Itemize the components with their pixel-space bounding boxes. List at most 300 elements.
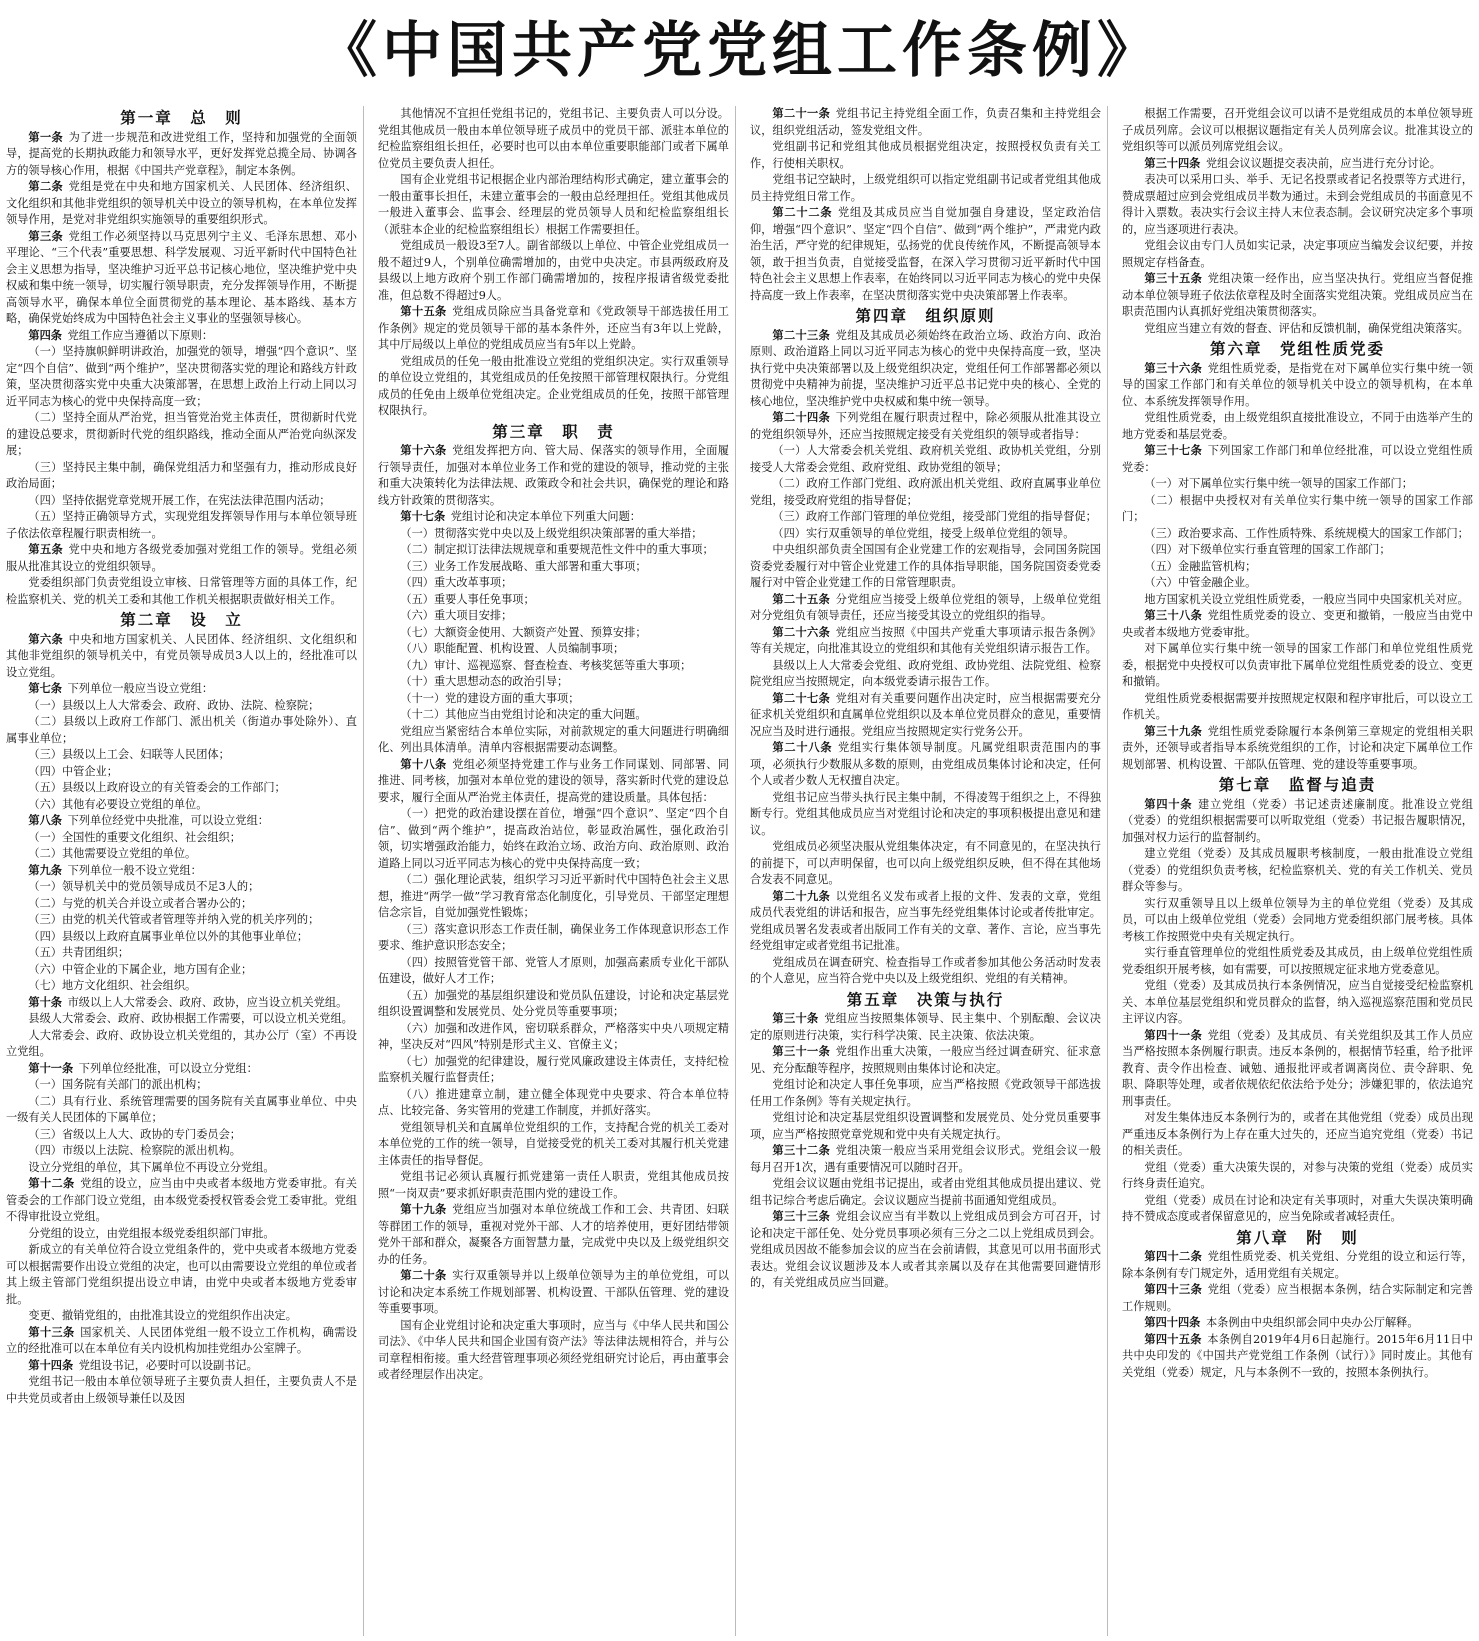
article-paragraph — [6, 1242, 357, 1308]
article-number: 第九条 — [28, 863, 62, 877]
article-number: 第四条 — [28, 328, 62, 342]
article-paragraph — [6, 896, 357, 913]
article-text: 党组应当建立有效的督查、评估和反馈机制，确保党组决策落实。 — [1144, 321, 1469, 335]
article-text: 实行双重领导且以上级单位领导为主的单位党组（党委）及其成员，可以由上级单位党组（党委）会同地方党委组织部门展考核。具体考核工作按照党中央有关规定执行。 — [1122, 896, 1473, 943]
article-paragraph — [6, 962, 357, 979]
article-number: 第四十条 — [1144, 797, 1193, 811]
article-text: 党组必须坚持党建工作与业务工作同谋划、同部署、同推进、同考核，加强对本单位党的建设的领导，落实新时代党的建设总要求，履行全面从严治党主体责任，提高党的建设质量。具体包括： — [378, 757, 729, 804]
article-text: （一）国务院有关部门的派出机构； — [28, 1078, 208, 1091]
article-paragraph — [6, 1160, 357, 1177]
article-paragraph — [6, 575, 357, 608]
article-text: 党组应当按照集体领导、民主集中、个别酝酿、会议决定的原则进行决策，实行科学决策、民主决策、依法决策。 — [750, 1012, 1101, 1042]
article-paragraph — [750, 1176, 1101, 1209]
article-paragraph — [378, 922, 729, 955]
chapter-heading: 第三章 职 责 — [492, 422, 615, 441]
article-paragraph — [1122, 156, 1473, 173]
article-paragraph — [6, 945, 357, 962]
article-number: 第一条 — [28, 130, 64, 144]
article-text: 中央和地方国家机关、人民团体、经济组织、文化组织和其他非党组织的领导机关中，有党员领导成员3人以上的，经批准可以设立党组。 — [6, 632, 357, 679]
article-text: （六）中管企业的下属企业，地方国有企业； — [28, 962, 253, 976]
article-text: （三）县级以上工会、妇联等人民团体； — [28, 748, 230, 761]
article-text: 变更、撤销党组的，由批准其设立的党组织作出决定。 — [28, 1309, 297, 1322]
article-text: 党组决策一经作出，应当坚决执行。党组应当督促推动本单位领导班子依法依章程及时全面落实党组决策。党组成员应当在职责范围内认真抓好党组决策贯彻落实。 — [1122, 272, 1473, 318]
article-text: 县级以上人大常委会党组、政府党组、政协党组、法院党组、检察院党组应当按照规定，向本级党委请示报告工作。 — [750, 658, 1101, 688]
article-paragraph — [6, 1127, 357, 1144]
article-text: 分党组的设立，由党组报本级党委组织部门审批。 — [28, 1226, 275, 1240]
article-number: 第二十二条 — [772, 206, 833, 219]
article-text: 党组是党在中央和地方国家机关、人民团体、经济组织、文化组织和其他非党组织的领导机关中设立的领导机构，在本单位发挥领导作用，是党对非党组织实施领导的重要组织形式。 — [6, 180, 357, 226]
article-text: 党组副书记和党组其他成员根据党组决定，按照授权负责有关工作，行使相关职权。 — [750, 140, 1101, 170]
article-paragraph — [1122, 641, 1473, 691]
article-text: 对发生集体违反本条例行为的，或者在其他党组（党委）成员出现严重违反本条例行为上存在重大过失的，还应当追究党组（党委）书记的相关责任。 — [1122, 1111, 1473, 1157]
article-paragraph — [1122, 1028, 1473, 1111]
article-paragraph — [1122, 945, 1473, 978]
article-paragraph — [378, 106, 729, 172]
article-text: 实行双重领导并以上级单位领导为主的单位党组，可以讨论和决定本系统工作规划部署、机构设置、干部队伍管理、党的建设等重要事项。 — [378, 1269, 729, 1315]
article-paragraph — [750, 955, 1101, 988]
article-paragraph — [750, 106, 1101, 139]
article-number: 第四十五条 — [1144, 1332, 1202, 1346]
article-paragraph — [378, 354, 729, 420]
article-text: 党组性质党委，由上级党组织直接批准设立，不同于由选举产生的地方党委和基层党委。 — [1122, 411, 1473, 441]
article-paragraph — [750, 1077, 1101, 1110]
article-number: 第三十七条 — [1144, 444, 1203, 457]
article-paragraph — [6, 179, 357, 229]
article-paragraph — [1122, 1110, 1473, 1160]
article-paragraph — [6, 410, 357, 460]
article-paragraph — [378, 542, 729, 559]
article-text: 建立党组（党委）书记述责述廉制度。批准设立党组（党委）的党组织根据需要可以听取党组（党委）书记报告履职情况，加强对权力运行的监督制约。 — [1122, 797, 1473, 844]
article-paragraph — [6, 328, 357, 345]
article-paragraph — [750, 691, 1101, 741]
article-text: 党组及其成员必须始终在政治立场、政治方向、政治原则、政治道路上同以习近平同志为核心的党中央保持高度一致，坚决执行党中央决策部署以及上级党组织决定，党组任何工作部署都必须以贯彻党中央精神为前提，坚决维护习近平总书记党中央的核心、全党的核心地位，坚决维护党中央权威和集中统一领导。 — [750, 328, 1101, 408]
article-paragraph — [1122, 1332, 1473, 1382]
article-text: （六）重大项目安排； — [400, 609, 513, 622]
article-text: （三）政治要求高、工作性质特殊、系统规模大的国家工作部门； — [1144, 526, 1469, 540]
article-number: 第二条 — [28, 180, 64, 193]
text-column-3 — [750, 106, 1108, 1636]
article-text: 党组（党委）重大决策失误的，对参与决策的党组（党委）成员实行终身责任追究。 — [1122, 1160, 1473, 1190]
article-text: （六）加强和改进作风，密切联系群众，严格落实中央八项规定精神，坚决反对“四风”特别是形式主义、官僚主义； — [378, 1021, 729, 1051]
article-number: 第三十一条 — [772, 1045, 831, 1058]
article-paragraph — [1122, 1249, 1473, 1282]
article-number: 第二十六条 — [772, 625, 831, 639]
article-paragraph — [1122, 493, 1473, 526]
article-text: 党组应当紧密结合本单位实际，对前款规定的重大问题进行明确细化、列出具体清单。清单内容根据需要动态调整。 — [378, 724, 729, 754]
article-paragraph — [6, 460, 357, 493]
article-paragraph — [750, 1209, 1101, 1292]
article-paragraph — [1122, 797, 1473, 847]
article-text: 国有企业党组讨论和决定重大事项时，应当与《中华人民共和国公司法》、《中华人民共和国企业国有资产法》等法律法规相符合，并与公司章程相衔接。重大经营管理事项必须经党组研究讨论后，再由董事会或者经理层作出决定。 — [378, 1318, 729, 1381]
article-paragraph — [378, 1169, 729, 1202]
article-text: （二）具有行业、系统管理需要的国务院有关直属事业单位、中央一级有关人民团体的下属单位； — [6, 1094, 357, 1124]
article-paragraph — [6, 1077, 357, 1094]
article-number: 第十五条 — [400, 305, 447, 318]
article-paragraph — [1122, 896, 1473, 946]
article-paragraph — [1122, 846, 1473, 896]
article-number: 第十八条 — [400, 757, 447, 771]
article-text: （七）大额资金使用、大额资产处置、预算安排； — [400, 625, 647, 639]
article-text: 中央组织部负责全国国有企业党建工作的宏观指导，会同国务院国资委党委履行对中管企业党建工作的具体指导职能，国务院国资委党委履行对中管企业党建工作的日常管理职责。 — [750, 543, 1101, 589]
article-text: 党组讨论和决定基层党组织设置调整和发展党员、处分党员重要事项，应当严格按照党章党规和党中央有关规定执行。 — [750, 1111, 1101, 1141]
article-paragraph — [750, 839, 1101, 889]
article-paragraph — [378, 707, 729, 724]
article-paragraph — [6, 1358, 357, 1375]
article-paragraph — [6, 747, 357, 764]
article-paragraph — [378, 172, 729, 238]
chapter-heading: 第六章 党组性质党委 — [1209, 340, 1385, 358]
article-paragraph — [1122, 106, 1473, 156]
article-text: （五）坚持正确领导方式，实现党组发挥领导作用与本单位领导班子依法依章程履行职责相统一。 — [6, 510, 357, 540]
article-text: （三）由党的机关代管或者管理等并纳入党的机关序列的； — [28, 913, 320, 926]
article-number: 第十七条 — [400, 510, 446, 523]
article-paragraph — [378, 757, 729, 807]
article-text: （四）按照管党管干部、党管人才原则，加强高素质专业化干部队伍建设，做好人才工作； — [378, 955, 729, 985]
article-text: 建立党组（党委）及其成员履职考核制度，一般由批准设立党组（党委）的党组织负责考核，纪检监察机关、党的有关工作机关、党员群众等参与。 — [1122, 847, 1473, 893]
article-paragraph — [1122, 410, 1473, 443]
article-text: 市级以上人大常委会、政府、政协，应当设立机关党组。 — [67, 995, 348, 1009]
article-number: 第三十九条 — [1144, 724, 1203, 738]
article-paragraph — [378, 575, 729, 592]
article-paragraph — [378, 674, 729, 691]
article-paragraph — [750, 889, 1101, 955]
article-paragraph — [378, 1318, 729, 1384]
article-paragraph — [750, 1110, 1101, 1143]
article-paragraph — [378, 1268, 729, 1318]
article-paragraph — [1122, 526, 1473, 543]
article-number: 第六条 — [28, 632, 64, 646]
article-paragraph — [378, 1021, 729, 1054]
article-paragraph — [378, 988, 729, 1021]
article-paragraph — [750, 205, 1101, 304]
article-paragraph — [6, 879, 357, 896]
article-text: 设立分党组的单位，其下属单位不再设立分党组。 — [28, 1160, 275, 1174]
article-paragraph — [6, 846, 357, 863]
article-text: 其他情况不宜担任党组书记的，党组书记、主要负责人可以分设。党组其他成员一般由本单位领导班子成员中的党员干部、派驻本单位的纪检监察组组长担任，必要时也可以由本单位重要职能部门或者下属单位党员主要负责人担任。 — [378, 107, 729, 170]
article-text: 地方国家机关设立党组性质党委，一般应当同中央国家机关对应。 — [1144, 592, 1469, 606]
article-text: 下列国家工作部门和单位经批准，可以设立党组性质党委： — [1122, 444, 1473, 474]
article-text: 党组讨论和决定本单位下列重大问题： — [450, 510, 641, 523]
article-number: 第二十三条 — [772, 328, 831, 342]
article-text: 党组性质党委、机关党组、分党组的设立和运行等，除本条例有专门规定外，适用党组有关规定。 — [1122, 1250, 1473, 1280]
article-text: （六）中管金融企业。 — [1144, 576, 1257, 589]
article-number: 第四十一条 — [1144, 1028, 1203, 1042]
article-number: 第三十三条 — [772, 1210, 831, 1223]
article-paragraph — [6, 863, 357, 880]
article-text: 根据工作需要，召开党组会议可以请不是党组成员的本单位领导班子成员列席。会议可以根据议题指定有关人员列席会议。批准其设立的党组织等可以派员列席党组会议。 — [1122, 107, 1473, 153]
article-number: 第三十二条 — [772, 1144, 831, 1157]
article-number: 第二十四条 — [772, 411, 831, 424]
article-number: 第十条 — [28, 995, 62, 1009]
article-text: 党组成员的任免一般由批准设立党组的党组织决定。实行双重领导的单位设立党组的，其党组成员的任免按照干部管理权限执行。分党组成员的任免由上级单位党组决定。企业党组成员的任免，按照干部管理权限执行。 — [378, 354, 729, 417]
article-text: 县级人大常委会、政府、政协根据工作需要，可以设立机关党组。 — [28, 1012, 353, 1025]
chapter-heading: 第八章 附 则 — [1236, 1228, 1359, 1247]
article-text: 下列党组在履行职责过程中，除必须服从批准其设立的党组织领导外，还应当按照规定接受有关党组织的领导或者指导： — [750, 411, 1101, 441]
article-text: （二）与党的机关合并设立或者合署办公的； — [28, 896, 253, 910]
article-text: （四）县级以上政府直属事业单位以外的其他事业单位； — [28, 929, 309, 943]
article-text: 党组成员在调查研究、检查指导工作或者参加其他公务活动时发表的个人意见，应当符合党中央以及上级党组织、党组的有关精神。 — [750, 955, 1101, 985]
article-paragraph — [6, 130, 357, 180]
article-text: 党组应当按照《中国共产党重大事项请示报告条例》等有关规定，向批准其设立的党组织和其他有关党组织请示报告工作。 — [750, 625, 1101, 655]
article-text: （三）省级以上人大、政协的专门委员会； — [28, 1127, 241, 1141]
article-paragraph — [6, 764, 357, 781]
article-number: 第四十二条 — [1144, 1250, 1203, 1263]
article-paragraph — [6, 830, 357, 847]
article-paragraph — [750, 139, 1101, 172]
article-text: 党组会议应当有半数以上党组成员到会方可召开，讨论和决定干部任免、处分党员事项必须有三分之二以上党组成员到会。党组成员因故不能参加会议的应当在会前请假，其意见可以用书面形式表达。党组会议议题涉及本人或者其亲属以及存在其他需要回避情形的，有关党组成员应当回避。 — [750, 1210, 1101, 1289]
article-text: 下列单位一般不设立党组： — [67, 863, 202, 877]
article-number: 第四十三条 — [1144, 1283, 1203, 1296]
article-paragraph — [1122, 724, 1473, 774]
article-paragraph — [6, 1094, 357, 1127]
article-paragraph — [378, 955, 729, 988]
article-paragraph — [378, 608, 729, 625]
article-paragraph — [6, 1011, 357, 1028]
article-text: 党组发挥把方向、管大局、保落实的领导作用，全面履行领导责任，加强对本单位业务工作和党的建设的领导，推动党的主张和重大决策转化为法律法规、政策政令和社会共识，确保党的理论和路线方针政策的贯彻落实。 — [378, 444, 729, 507]
article-text: 党组性质党委除履行本条例第三章规定的党组相关职责外，还领导或者指导本系统党组织的工作，讨论和决定下属单位工作规划部署、机构设置、干部队伍管理、党的建设等重要事项。 — [1122, 724, 1473, 771]
article-text: 党组实行集体领导制度。凡属党组职责范围内的事项，必须执行少数服从多数的原则，由党组成员集体讨论和决定，任何个人或者少数人无权擅自决定。 — [750, 741, 1101, 787]
article-paragraph — [378, 238, 729, 304]
article-number: 第五条 — [28, 543, 64, 556]
article-text: （四）中管企业； — [28, 764, 118, 778]
article-paragraph — [378, 1054, 729, 1087]
article-text: 为了进一步规范和改进党组工作，坚持和加强党的全面领导，提高党的长期执政能力和领导水平，更好发挥党总揽全局、协调各方的领导核心作用，根据《中国共产党章程》，制定本条例。 — [6, 130, 357, 177]
article-number: 第二十条 — [400, 1269, 447, 1282]
article-text: 国有企业党组书记根据企业内部治理结构形式确定，建立董事会的一般由董事长担任，未建立董事会的一般由总经理担任。党组其他成员一般进入董事会、监事会、经理层的党员领导人员和纪检监察组组长（派驻本企业的纪检监察组组长）根据工作需要担任。 — [378, 173, 729, 236]
article-paragraph — [750, 328, 1101, 411]
article-paragraph — [6, 493, 357, 510]
article-paragraph — [750, 1011, 1101, 1044]
article-paragraph — [6, 1143, 357, 1160]
article-text: 本条例自2019年4月6日起施行。2015年6月11日中共中央印发的《中国共产党党组工作条例（试行）》同时废止。其他有关党组（党委）规定，凡与本条例不一致的，按照本条例执行。 — [1122, 1332, 1473, 1379]
text-column-4 — [1122, 106, 1473, 1636]
article-text: （三）落实意识形态工作责任制，确保业务工作体现意识形态工作要求、维护意识形态安全； — [378, 922, 729, 952]
article-paragraph — [1122, 691, 1473, 724]
article-text: （一）对下属单位实行集中统一领导的国家工作部门； — [1144, 477, 1413, 490]
article-paragraph — [6, 1176, 357, 1226]
article-body — [6, 106, 1473, 1636]
article-text: （八）职能配置、机构设置、人员编制事项； — [400, 642, 625, 655]
text-column-1 — [6, 106, 364, 1636]
article-text: （四）实行双重领导的单位党组，接受上级单位党组的领导。 — [772, 526, 1075, 540]
article-paragraph — [378, 641, 729, 658]
article-paragraph — [750, 526, 1101, 543]
article-paragraph — [6, 1028, 357, 1061]
article-paragraph — [1122, 1315, 1473, 1332]
article-text: （五）金融监管机构； — [1144, 559, 1257, 573]
article-paragraph — [750, 410, 1101, 443]
article-text: （六）其他有必要设立党组的单位。 — [28, 797, 208, 811]
article-paragraph — [1122, 238, 1473, 271]
article-paragraph — [6, 978, 357, 995]
article-text: 党组性质党委的设立、变更和撤销，一般应当由党中央或者本级地方党委审批。 — [1122, 609, 1473, 639]
article-number: 第十六条 — [400, 444, 447, 457]
article-number: 第三条 — [28, 229, 64, 243]
article-text: （二）其他需要设立党组的单位。 — [28, 847, 197, 860]
page-title: 《中国共产党党组工作条例》 — [317, 16, 1162, 86]
article-number: 第十一条 — [28, 1061, 74, 1075]
article-text: 党组成员一般设3至7人。副省部级以上单位、中管企业党组成员一般不超过9人，个别单位确需增加的，由党中央决定。市县两级政府及县级以上地方政府个别工作部门确需增加的，按程序报请省级党委批准，但总数不得超过9人。 — [378, 239, 729, 302]
article-text: 下列单位经党中央批准，可以设立党组： — [67, 814, 269, 827]
article-text: （四）市级以上法院、检察院的派出机构。 — [28, 1144, 241, 1157]
article-text: （五）县级以上政府设立的有关管委会的工作部门； — [28, 781, 286, 794]
article-text: 党组书记一般由本单位领导班子主要负责人担任，主要负责人不是中共党员或者由上级领导兼任以及因 — [6, 1375, 357, 1405]
article-text: （一）人大常委会机关党组、政府机关党组、政协机关党组，分别接受人大常委会党组、政府党组、政协党组的领导； — [750, 444, 1101, 474]
article-text: 党组性质党委根据需要并按照规定权限和程序审批后，可以设立工作机关。 — [1122, 691, 1473, 721]
article-paragraph — [750, 1143, 1101, 1176]
article-paragraph — [1122, 361, 1473, 411]
article-paragraph — [1122, 172, 1473, 238]
article-text: 党组作出重大决策，一般应当经过调查研究、征求意见、充分酝酿等程序，按照规则由集体讨论和决定。 — [750, 1045, 1101, 1075]
article-text: 党组工作应当遵循以下原则： — [67, 328, 214, 342]
article-number: 第三十六条 — [1144, 361, 1203, 375]
article-paragraph — [378, 1202, 729, 1268]
article-paragraph — [1122, 271, 1473, 321]
article-paragraph — [750, 476, 1101, 509]
article-paragraph — [6, 698, 357, 715]
article-text: （四）对下级单位实行垂直管理的国家工作部门； — [1144, 543, 1391, 556]
article-paragraph — [1122, 592, 1473, 609]
article-paragraph — [378, 304, 729, 354]
article-paragraph — [6, 542, 357, 575]
article-text: 党组会议由专门人员如实记录，决定事项应当编发会议纪要，并按照规定存档备查。 — [1122, 239, 1473, 269]
article-paragraph — [1122, 542, 1473, 559]
article-paragraph — [750, 790, 1101, 840]
article-text: （二）强化理论武装，组织学习习近平新时代中国特色社会主义思想，推进“两学一做”学习教育常态化制度化，引导党员、干部坚定理想信念宗旨，自觉加强党性锻炼； — [378, 873, 729, 919]
article-text: 党中央和地方各级党委加强对党组工作的领导。党组必须服从批准其设立的党组织领导。 — [6, 543, 357, 573]
article-text: （一）领导机关中的党员领导成员不足3人的； — [28, 880, 260, 893]
article-text: 党组书记主持党组全面工作，负责召集和主持党组会议，组织党组活动，签发党组文件。 — [750, 107, 1101, 137]
article-paragraph — [750, 1044, 1101, 1077]
chapter-heading: 第七章 监督与追责 — [1218, 776, 1377, 794]
article-paragraph — [750, 625, 1101, 658]
article-number: 第三十五条 — [1144, 272, 1203, 285]
article-text: 党组会议议题由党组书记提出，或者由党组其他成员提出建议、党组书记综合考虑后确定。会议议题应当提前书面通知党组成员。 — [750, 1177, 1101, 1207]
article-text: 党组（党委）及其成员、有关党组织及其工作人员应当严格按照本条例履行职责。违反本条例的，根据情节轻重，给予批评教育、责令作出检查、诫勉、通报批评或者调离岗位、责令辞职、免职、降职等处理，或者依规依纪依法给予处分；涉嫌犯罪的，依法追究刑事责任。 — [1122, 1028, 1473, 1108]
chapter-heading: 第一章 总 则 — [120, 109, 243, 127]
article-text: （七）地方文化组织、社会组织。 — [28, 979, 197, 992]
article-paragraph — [750, 658, 1101, 691]
chapter-heading: 第四章 组织原则 — [855, 307, 996, 325]
article-paragraph — [1122, 978, 1473, 1028]
article-number: 第二十七条 — [772, 691, 831, 705]
article-text: （一）贯彻落实党中央以及上级党组织决策部署的重大举措； — [400, 526, 703, 540]
article-text: （一）县级以上人大常委会、政府、政协、法院、检察院； — [28, 698, 320, 712]
article-paragraph — [378, 691, 729, 708]
article-paragraph — [750, 592, 1101, 625]
article-paragraph — [378, 592, 729, 609]
article-paragraph — [378, 443, 729, 509]
article-paragraph — [378, 872, 729, 922]
article-paragraph — [378, 625, 729, 642]
article-paragraph — [1122, 559, 1473, 576]
article-paragraph — [378, 526, 729, 543]
article-text: 人大常委会、政府、政协设立机关党组的，其办公厅（室）不再设立党组。 — [6, 1028, 357, 1058]
article-text: （一）坚持旗帜鲜明讲政治，加强党的领导，增强“四个意识”、坚定“四个自信”、做到“两个维护”，坚决贯彻落实党的理论和路线方针政策，坚决贯彻落实党中央重大决策部署，在思想上政治上行动上同以习近平同志为核心的党中央保持高度一致； — [6, 345, 357, 408]
article-text: （一）把党的政治建设摆在首位，增强“四个意识”、坚定“四个自信”、做到“两个维护”，提高政治站位，彰显政治属性，强化政治引领，切实增强政治能力，始终在政治立场、政治方向、政治原则、政治道路上同以习近平同志为核心的党中央保持高度一致； — [378, 807, 729, 870]
article-paragraph — [750, 740, 1101, 790]
article-paragraph — [378, 724, 729, 757]
article-paragraph — [6, 714, 357, 747]
article-text: （八）推进建章立制，建立健全体现党中央要求、符合本单位特点、比较完备、务实管用的党建工作制度，并抓好落实。 — [378, 1087, 729, 1117]
article-text: 党组（党委）及其成员执行本条例情况，应当自觉接受纪检监察机关、本单位基层党组织和党员群众的监督，纳入巡视巡察范围和党员民主评议内容。 — [1122, 979, 1473, 1025]
article-paragraph — [6, 797, 357, 814]
article-number: 第四十四条 — [1144, 1316, 1201, 1329]
article-number: 第二十八条 — [772, 741, 833, 754]
article-paragraph — [6, 509, 357, 542]
article-number: 第十四条 — [28, 1358, 74, 1372]
chapter-heading: 第五章 决策与执行 — [846, 990, 1005, 1009]
article-paragraph — [1122, 476, 1473, 493]
article-text: （三）政府工作部门管理的单位党组，接受部门党组的指导督促； — [772, 510, 1097, 523]
article-text: 党委组织部门负责党组设立审核、日常管理等方面的具体工作，纪检监察机关、党的机关工委和其他工作机关根据职责做好相关工作。 — [6, 576, 357, 606]
article-paragraph — [1122, 321, 1473, 338]
article-paragraph — [750, 509, 1101, 526]
article-text: 党组设书记，必要时可以设副书记。 — [78, 1358, 258, 1372]
article-paragraph — [6, 632, 357, 682]
article-paragraph — [6, 1374, 357, 1407]
article-number: 第三十四条 — [1144, 156, 1201, 170]
article-paragraph — [378, 1120, 729, 1170]
article-text: 对下属单位实行集中统一领导的国家工作部门和单位党组性质党委，根据党中央授权可以负责审批下属单位党组性质党委的设立、变更和撤销。 — [1122, 642, 1473, 688]
article-paragraph — [750, 443, 1101, 476]
article-text: 党组书记空缺时，上级党组织可以指定党组副书记或者党组其他成员主持党组日常工作。 — [750, 173, 1101, 203]
article-paragraph — [6, 780, 357, 797]
article-text: （二）根据中央授权对有关单位实行集中统一领导的国家工作部门； — [1122, 493, 1473, 523]
article-text: （九）审计、巡视巡察、督查检查、考核奖惩等重大事项； — [400, 658, 692, 672]
article-text: 分党组应当接受上级单位党组的领导，上级单位党组对分党组负有领导责任，还应当接受其设立的党组织的指导。 — [750, 592, 1101, 622]
article-text: （十一）党的建设方面的重大事项； — [400, 691, 580, 705]
article-paragraph — [6, 229, 357, 328]
article-paragraph — [6, 813, 357, 830]
article-paragraph — [6, 681, 357, 698]
article-paragraph — [378, 1087, 729, 1120]
article-paragraph — [6, 1308, 357, 1325]
article-number: 第八条 — [28, 814, 62, 827]
article-paragraph — [1122, 1282, 1473, 1315]
article-text: 党组决策一般应当采用党组会议形式。党组会议一般每月召开1次，遇有重要情况可以随时召开。 — [750, 1144, 1101, 1174]
article-text: 党组（党委）应当根据本条例，结合实际制定和完善工作规则。 — [1122, 1283, 1473, 1313]
article-paragraph — [6, 1061, 357, 1078]
article-text: （三）业务工作发展战略、重大部署和重大事项； — [400, 559, 647, 573]
article-text: （二）制定拟订法律法规规章和重要规范性文件中的重大事项； — [400, 543, 714, 556]
article-text: 表决可以采用口头、举手、无记名投票或者记名投票等方式进行，赞成票超过应到会党组成员半数为通过。未到会党组成员的书面意见不得计入票数。表决实行会议主持人末位表态制。会议研究决定多个事项的，应当逐项进行表决。 — [1122, 173, 1473, 236]
article-paragraph — [6, 929, 357, 946]
article-text: 下列单位经批准，可以设立分党组： — [78, 1061, 258, 1075]
article-text: 以党组名义发布或者上报的文件、发表的文章，党组成员代表党组的讲话和报告，应当事先经党组集体讨论或者传批审定。党组成员署名发表或者出版同工作有关的文章、著作、言论，应当事先经党组审定或者党组书记批准。 — [750, 889, 1101, 952]
article-text: （四）坚持依据党章党规开展工作，在宪法法律范围内活动； — [28, 493, 331, 507]
article-text: 党组成员必须坚决服从党组集体决定，有不同意见的，在坚决执行的前提下，可以声明保留，也可以向上级党组织反映，但不得在其他场合发表不同意见。 — [750, 840, 1101, 886]
article-paragraph — [750, 542, 1101, 592]
article-text: （四）重大改革事项； — [400, 576, 513, 589]
article-paragraph — [378, 509, 729, 526]
article-paragraph — [6, 995, 357, 1012]
article-number: 第三十八条 — [1144, 609, 1203, 622]
article-paragraph — [6, 344, 357, 410]
article-text: （五）重要人事任免事项； — [400, 592, 535, 606]
article-text: 党组及其成员应当自觉加强自身建设，坚定政治信仰，增强“四个意识”、坚定“四个自信”、做到“两个维护”，严肃党内政治生活，严守党的纪律规矩，弘扬党的优良传统作风，不断提高领导本领，敢于担当负责，自觉接受监督，在深入学习贯彻习近平新时代中国特色社会主义思想上作表率，在始终同以习近平同志为核心的党中央保持高度一致上作表率，在坚决贯彻落实党中央决策部署上作表率。 — [750, 206, 1101, 302]
article-paragraph — [6, 1226, 357, 1243]
article-paragraph — [6, 1325, 357, 1358]
article-text: （五）共青团组织； — [28, 946, 130, 959]
article-number: 第二十一条 — [772, 107, 831, 120]
article-text: （二）政府工作部门党组、政府派出机关党组、政府直属事业单位党组，接受政府党组的指导督促； — [750, 477, 1101, 507]
article-paragraph — [1122, 608, 1473, 641]
article-text: （一）全国性的重要文化组织、社会组织； — [28, 830, 241, 844]
article-text: 党组的设立，应当由中央或者本级地方党委审批。有关管委会的工作部门设立党组，由本级党委授权管委会党工委审批。党组不得审批设立党组。 — [6, 1177, 357, 1223]
text-column-2 — [378, 106, 736, 1636]
article-number: 第十三条 — [28, 1325, 75, 1339]
